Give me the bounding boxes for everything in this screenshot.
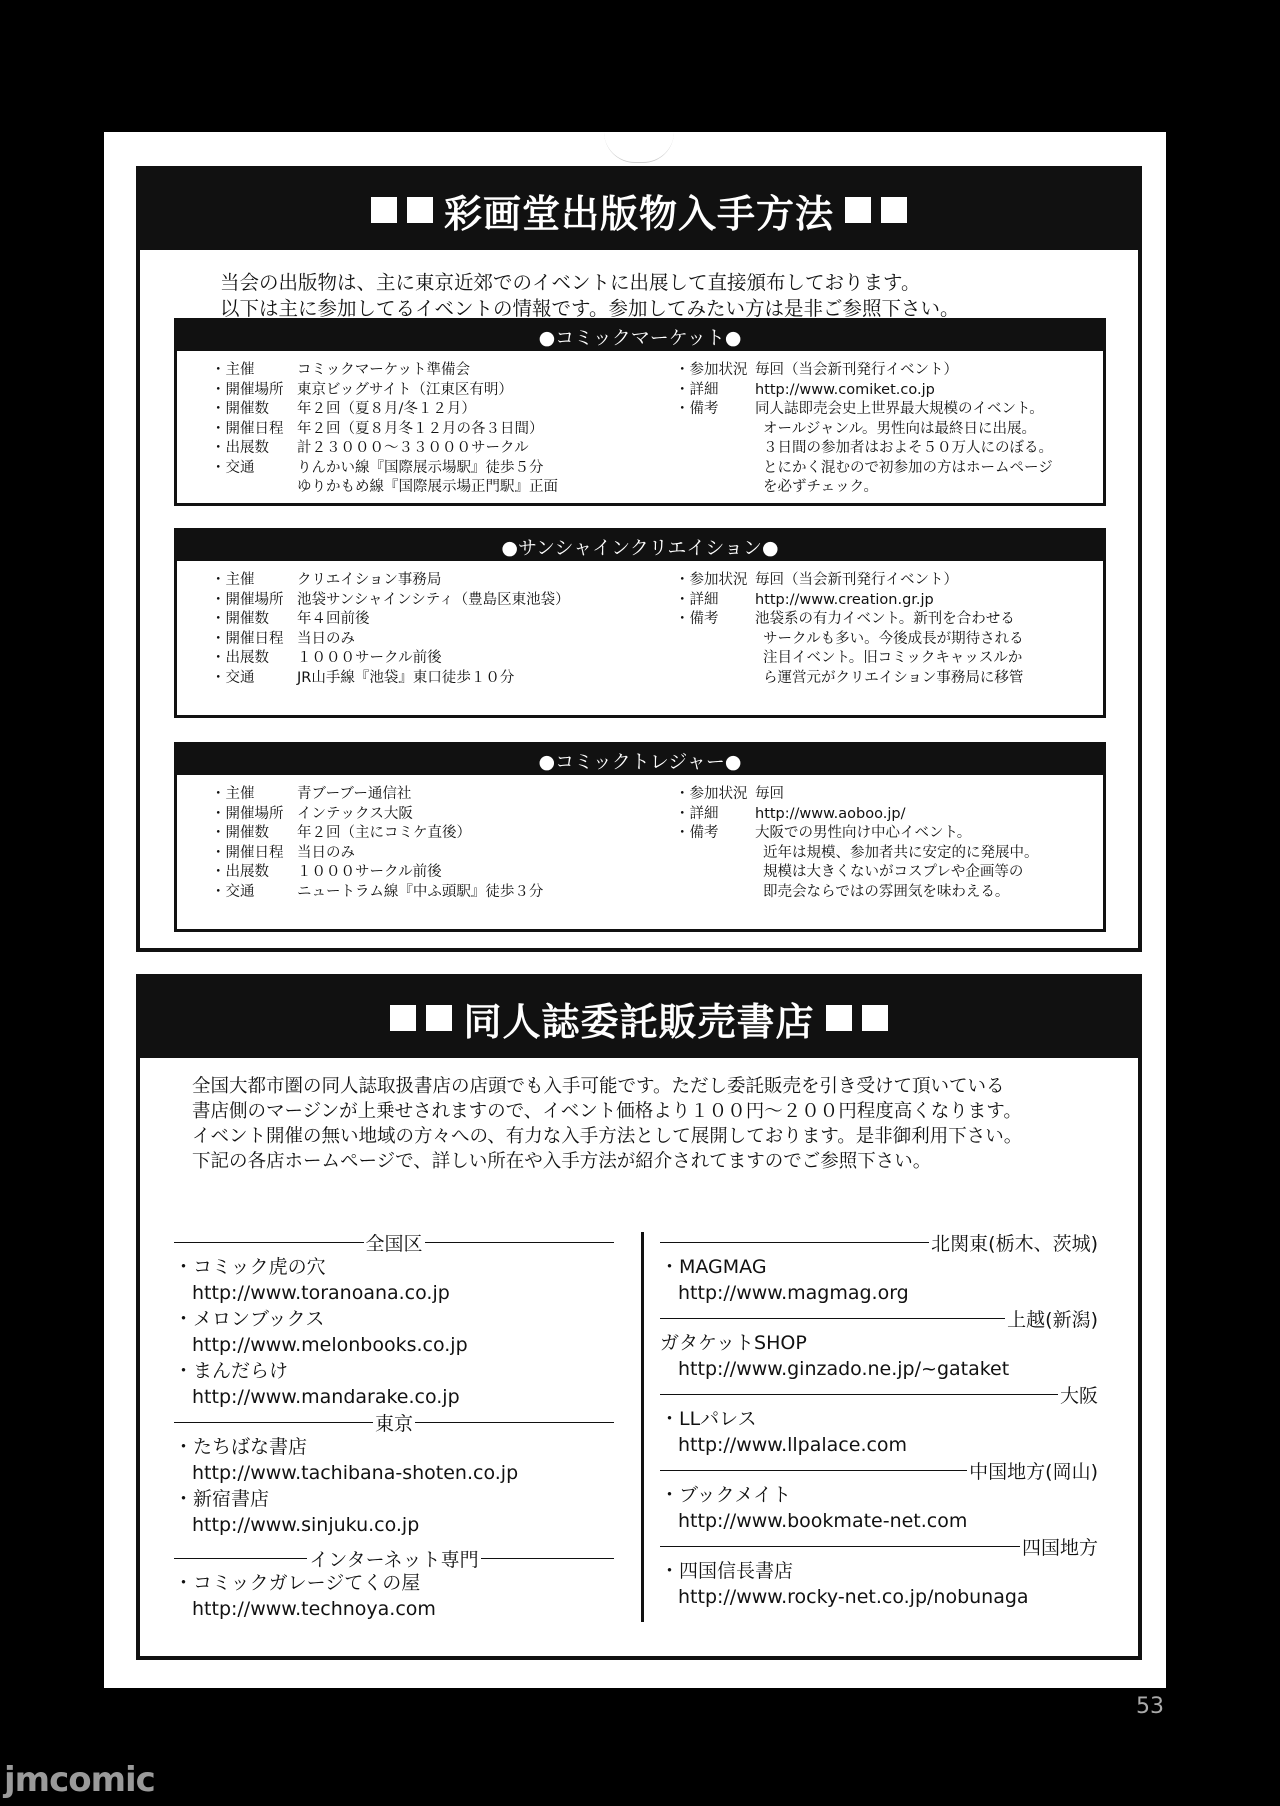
detail-value: ニュートラム線『中ふ頭駅』徒歩３分 xyxy=(297,883,544,900)
store-url-link[interactable]: http://www.technoya.com xyxy=(192,1598,436,1620)
detail-value: 東京ビッグサイト（江東区有明） xyxy=(297,381,513,398)
detail-row xyxy=(675,361,1053,381)
detail-row xyxy=(675,571,1024,591)
detail-label: ・主催 xyxy=(211,786,255,802)
detail-value: 大阪での男性向け中心イベント。 xyxy=(755,825,972,841)
detail-row xyxy=(211,824,543,844)
region-label: 東京 xyxy=(375,1412,414,1435)
event-title: ●サンシャインクリエイション● xyxy=(177,531,1103,561)
detail-row xyxy=(211,571,570,591)
divider-rule xyxy=(174,1242,364,1243)
detail-value: 年２回（夏８月冬１２月の各３日間） xyxy=(297,420,544,437)
detail-value: 当日のみ xyxy=(297,844,355,861)
divider-rule xyxy=(660,1470,967,1471)
detail-label: ・詳細 xyxy=(675,381,719,398)
detail-continuation: とにかく混むので初参加の方はホームページ xyxy=(763,459,1053,476)
document-page xyxy=(104,132,1166,1688)
detail-row xyxy=(211,361,558,381)
divider-rule xyxy=(660,1394,1058,1395)
event-title: ●コミックマーケット● xyxy=(177,321,1103,351)
store-url-link[interactable]: http://www.sinjuku.co.jp xyxy=(192,1514,420,1536)
store-url-link[interactable]: http://www.magmag.org xyxy=(678,1282,909,1304)
detail-continuation: 近年は規模、参加者共に安定的に発展中。 xyxy=(763,844,1039,861)
detail-label: ・主催 xyxy=(211,362,255,378)
detail-row xyxy=(211,400,558,420)
detail-continuation: ３日間の参加者はおよそ５０万人にのぼる。 xyxy=(763,440,1053,456)
detail-value: インテックス大阪 xyxy=(297,805,413,822)
divider-rule xyxy=(660,1546,1020,1547)
square-bullet-icon xyxy=(426,1005,452,1031)
detail-label: ・開催場所 xyxy=(211,805,284,822)
detail-continuation: ら運営元がクリエイション事務局に移管 xyxy=(763,669,1024,686)
square-bullet-icon xyxy=(390,1005,416,1031)
detail-label: ・開催日程 xyxy=(211,844,284,861)
detail-continuation: 注目イベント。旧コミックキャッスルか xyxy=(763,650,1023,666)
detail-value: 年４回前後 xyxy=(297,611,370,627)
store-name: ・コミックガレージてくの屋 xyxy=(174,1572,421,1594)
region-divider xyxy=(660,1458,1100,1482)
event-box xyxy=(174,528,1106,718)
detail-label: ・詳細 xyxy=(675,591,719,608)
detail-value: 計２３０００～３３０００サークル xyxy=(297,440,529,456)
detail-label: ・詳細 xyxy=(675,805,719,822)
detail-value: 年２回（主にコミケ直後） xyxy=(297,825,471,841)
detail-label: ・交通 xyxy=(211,883,255,900)
store-name: ・まんだらけ xyxy=(174,1360,289,1382)
event-details-left xyxy=(211,361,558,498)
detail-value: コミックマーケット準備会 xyxy=(297,362,470,378)
detail-value: http://www.comiket.co.jp xyxy=(755,381,935,398)
detail-value: 毎回 xyxy=(755,786,784,802)
region-label: 大阪 xyxy=(1059,1384,1098,1407)
store-name: ・たちばな書店 xyxy=(174,1436,308,1458)
detail-row xyxy=(675,824,1039,844)
detail-continuation: 即売会ならではの雰囲気を味わえる。 xyxy=(763,883,1010,900)
detail-value: クリエイション事務局 xyxy=(297,572,442,588)
detail-row xyxy=(675,805,1039,825)
detail-label: ・備考 xyxy=(675,611,719,627)
region-label: インターネット専門 xyxy=(309,1548,479,1571)
detail-label: ・参加状況 xyxy=(675,786,748,802)
region-label: 上越(新潟) xyxy=(1007,1308,1098,1331)
detail-value: りんかい線『国際展示場駅』徒歩５分 xyxy=(297,459,544,476)
store-name: ・新宿書店 xyxy=(174,1488,270,1510)
event-box xyxy=(174,742,1106,932)
detail-continuation: オールジャンル。男性向は最終日に出展。 xyxy=(763,420,1037,437)
square-bullet-icon xyxy=(881,197,907,223)
detail-row xyxy=(675,785,1039,805)
region-label: 中国地方(岡山) xyxy=(969,1460,1098,1483)
detail-value: 同人誌即売会史上世界最大規模のイベント。 xyxy=(755,401,1044,417)
divider-rule xyxy=(174,1558,307,1559)
detail-value: 毎回（当会新刊発行イベント） xyxy=(755,572,958,588)
detail-value: 池袋サンシャインシティ（豊島区東池袋） xyxy=(297,591,570,608)
watermark: jmcomic xyxy=(4,1760,155,1800)
detail-row xyxy=(211,630,570,650)
divider-rule xyxy=(481,1558,614,1559)
square-bullet-icon xyxy=(407,197,433,223)
intro-line: 以下は主に参加してるイベントの情報です。参加してみたい方は是非ご参照下さい。 xyxy=(220,297,960,320)
detail-value: １０００サークル前後 xyxy=(297,650,442,666)
divider-rule xyxy=(425,1242,615,1243)
detail-value: 当日のみ xyxy=(297,630,355,647)
event-details-right xyxy=(675,571,1024,688)
divider-rule xyxy=(174,1422,373,1423)
detail-row xyxy=(675,591,1024,611)
detail-continuation: サークルも多い。今後成長が期待される xyxy=(763,630,1024,647)
store-url-link[interactable]: http://www.ginzado.ne.jp/~gataket xyxy=(678,1358,1010,1380)
store-name: ・ブックメイト xyxy=(660,1484,792,1506)
store-url-link[interactable]: http://www.toranoana.co.jp xyxy=(192,1282,450,1304)
intro-line: 全国大都市圏の同人誌取扱書店の店頭でも入手可能です。ただし委託販売を引き受けて頂いている xyxy=(192,1076,1005,1097)
square-bullet-icon xyxy=(371,197,397,223)
detail-row xyxy=(211,649,570,669)
detail-row xyxy=(675,381,1053,401)
region-label: 全国区 xyxy=(365,1232,423,1255)
intro-line: イベント開催の無い地域の方々への、有力な入手方法として展開しております。是非御利用下さい。 xyxy=(192,1126,1023,1147)
region-divider xyxy=(660,1534,1100,1558)
detail-label: ・開催数 xyxy=(211,611,269,627)
event-details-left xyxy=(211,785,543,902)
detail-label: ・参加状況 xyxy=(675,362,748,378)
store-name: ・MAGMAG xyxy=(660,1256,767,1278)
detail-row xyxy=(211,785,543,805)
store-url-link[interactable]: http://www.llpalace.com xyxy=(678,1434,908,1456)
detail-row xyxy=(211,863,543,883)
store-url-link[interactable]: http://www.bookmate-net.com xyxy=(678,1510,968,1532)
detail-label: ・参加状況 xyxy=(675,572,748,588)
detail-row xyxy=(211,805,543,825)
detail-label: ・開催日程 xyxy=(211,630,284,647)
consignment-stores-section xyxy=(136,974,1142,1660)
detail-value: JR山手線『池袋』東口徒歩１０分 xyxy=(297,669,515,686)
detail-value: １０００サークル前後 xyxy=(297,864,442,880)
region-label: 四国地方 xyxy=(1021,1536,1098,1559)
region-label: 北関東(栃木、茨城) xyxy=(931,1232,1098,1255)
store-name: ・四国信長書店 xyxy=(660,1560,794,1582)
detail-label: ・交通 xyxy=(211,459,255,476)
detail-row xyxy=(211,439,558,459)
detail-continuation: 規模は大きくないがコスプレや企画等の xyxy=(763,864,1024,880)
detail-row xyxy=(211,610,570,630)
detail-value: http://www.aoboo.jp/ xyxy=(755,805,906,822)
detail-row xyxy=(211,381,558,401)
region-divider xyxy=(660,1306,1100,1330)
detail-row xyxy=(211,420,558,440)
detail-row xyxy=(211,591,570,611)
detail-label: ・出展数 xyxy=(211,650,269,666)
divider-rule xyxy=(660,1318,1005,1319)
store-url-link[interactable]: http://www.melonbooks.co.jp xyxy=(192,1334,468,1356)
square-bullet-icon xyxy=(845,197,871,223)
detail-label: ・主催 xyxy=(211,572,255,588)
store-name: ・LLパレス xyxy=(660,1408,757,1430)
detail-label: ・出展数 xyxy=(211,440,269,456)
page-number: 53 xyxy=(1136,1694,1164,1719)
detail-label: ・備考 xyxy=(675,401,719,417)
store-name: ガタケットSHOP xyxy=(660,1332,807,1354)
detail-value: 池袋系の有力イベント。新刊を合わせる xyxy=(755,611,1015,627)
divider-rule xyxy=(660,1242,929,1243)
detail-row xyxy=(675,610,1024,630)
detail-label: ・開催数 xyxy=(211,401,269,417)
store-url-link[interactable]: http://www.rocky-net.co.jp/nobunaga xyxy=(678,1586,1029,1608)
detail-label: ・備考 xyxy=(675,825,719,841)
store-url-link[interactable]: http://www.mandarake.co.jp xyxy=(192,1386,460,1408)
detail-label: ・出展数 xyxy=(211,864,269,880)
detail-label: ・交通 xyxy=(211,669,255,686)
detail-value: 年２回（夏８月/冬１２月） xyxy=(297,401,476,417)
column-divider xyxy=(641,1232,644,1622)
divider-rule xyxy=(415,1422,614,1423)
store-url-link[interactable]: http://www.tachibana-shoten.co.jp xyxy=(192,1462,519,1484)
detail-row xyxy=(211,844,543,864)
event-box xyxy=(174,318,1106,506)
detail-continuation: を必ずチェック。 xyxy=(763,479,878,495)
region-divider xyxy=(174,1230,614,1254)
detail-value: 毎回（当会新刊発行イベント） xyxy=(755,362,958,378)
section-intro xyxy=(220,270,959,322)
section-intro xyxy=(192,1074,1022,1174)
event-details-right xyxy=(675,785,1039,902)
detail-row xyxy=(211,669,570,689)
intro-line: 書店側のマージンが上乗せされますので、イベント価格より１００円～２００円程度高くなります。 xyxy=(192,1101,1022,1122)
section-title-bar xyxy=(140,170,1138,250)
store-list xyxy=(174,1230,1100,1652)
region-divider xyxy=(174,1410,614,1434)
detail-row xyxy=(211,883,543,903)
event-title: ●コミックトレジャー● xyxy=(177,745,1103,775)
store-name: ・コミック虎の穴 xyxy=(174,1256,326,1278)
intro-line: 当会の出版物は、主に東京近郊でのイベントに出展して直接頒布しております。 xyxy=(220,271,921,294)
detail-value: 青ブーブー通信社 xyxy=(297,786,412,802)
region-divider xyxy=(174,1546,614,1570)
detail-row xyxy=(675,400,1053,420)
event-details-left xyxy=(211,571,570,688)
detail-row xyxy=(211,459,558,479)
detail-label: ・開催場所 xyxy=(211,381,284,398)
section-title-bar xyxy=(140,978,1138,1058)
region-divider xyxy=(660,1230,1100,1254)
intro-line: 下記の各店ホームページで、詳しい所在や入手方法が紹介されてますのでご参照下さい。 xyxy=(192,1151,932,1172)
detail-label: ・開催数 xyxy=(211,825,269,841)
event-details-right xyxy=(675,361,1053,498)
detail-label: ・開催場所 xyxy=(211,591,284,608)
section-title: 彩画堂出版物入手方法 xyxy=(443,191,834,236)
store-name: ・メロンブックス xyxy=(174,1308,325,1330)
event-info-section xyxy=(136,166,1142,952)
square-bullet-icon xyxy=(826,1005,852,1031)
paper-tear-mark xyxy=(604,132,674,163)
region-divider xyxy=(660,1382,1100,1406)
detail-label: ・開催日程 xyxy=(211,420,284,437)
detail-continuation: ゆりかもめ線『国際展示場正門駅』正面 xyxy=(297,479,558,495)
square-bullet-icon xyxy=(862,1005,888,1031)
detail-value: http://www.creation.gr.jp xyxy=(755,591,934,608)
section-title: 同人誌委託販売書店 xyxy=(463,999,815,1044)
